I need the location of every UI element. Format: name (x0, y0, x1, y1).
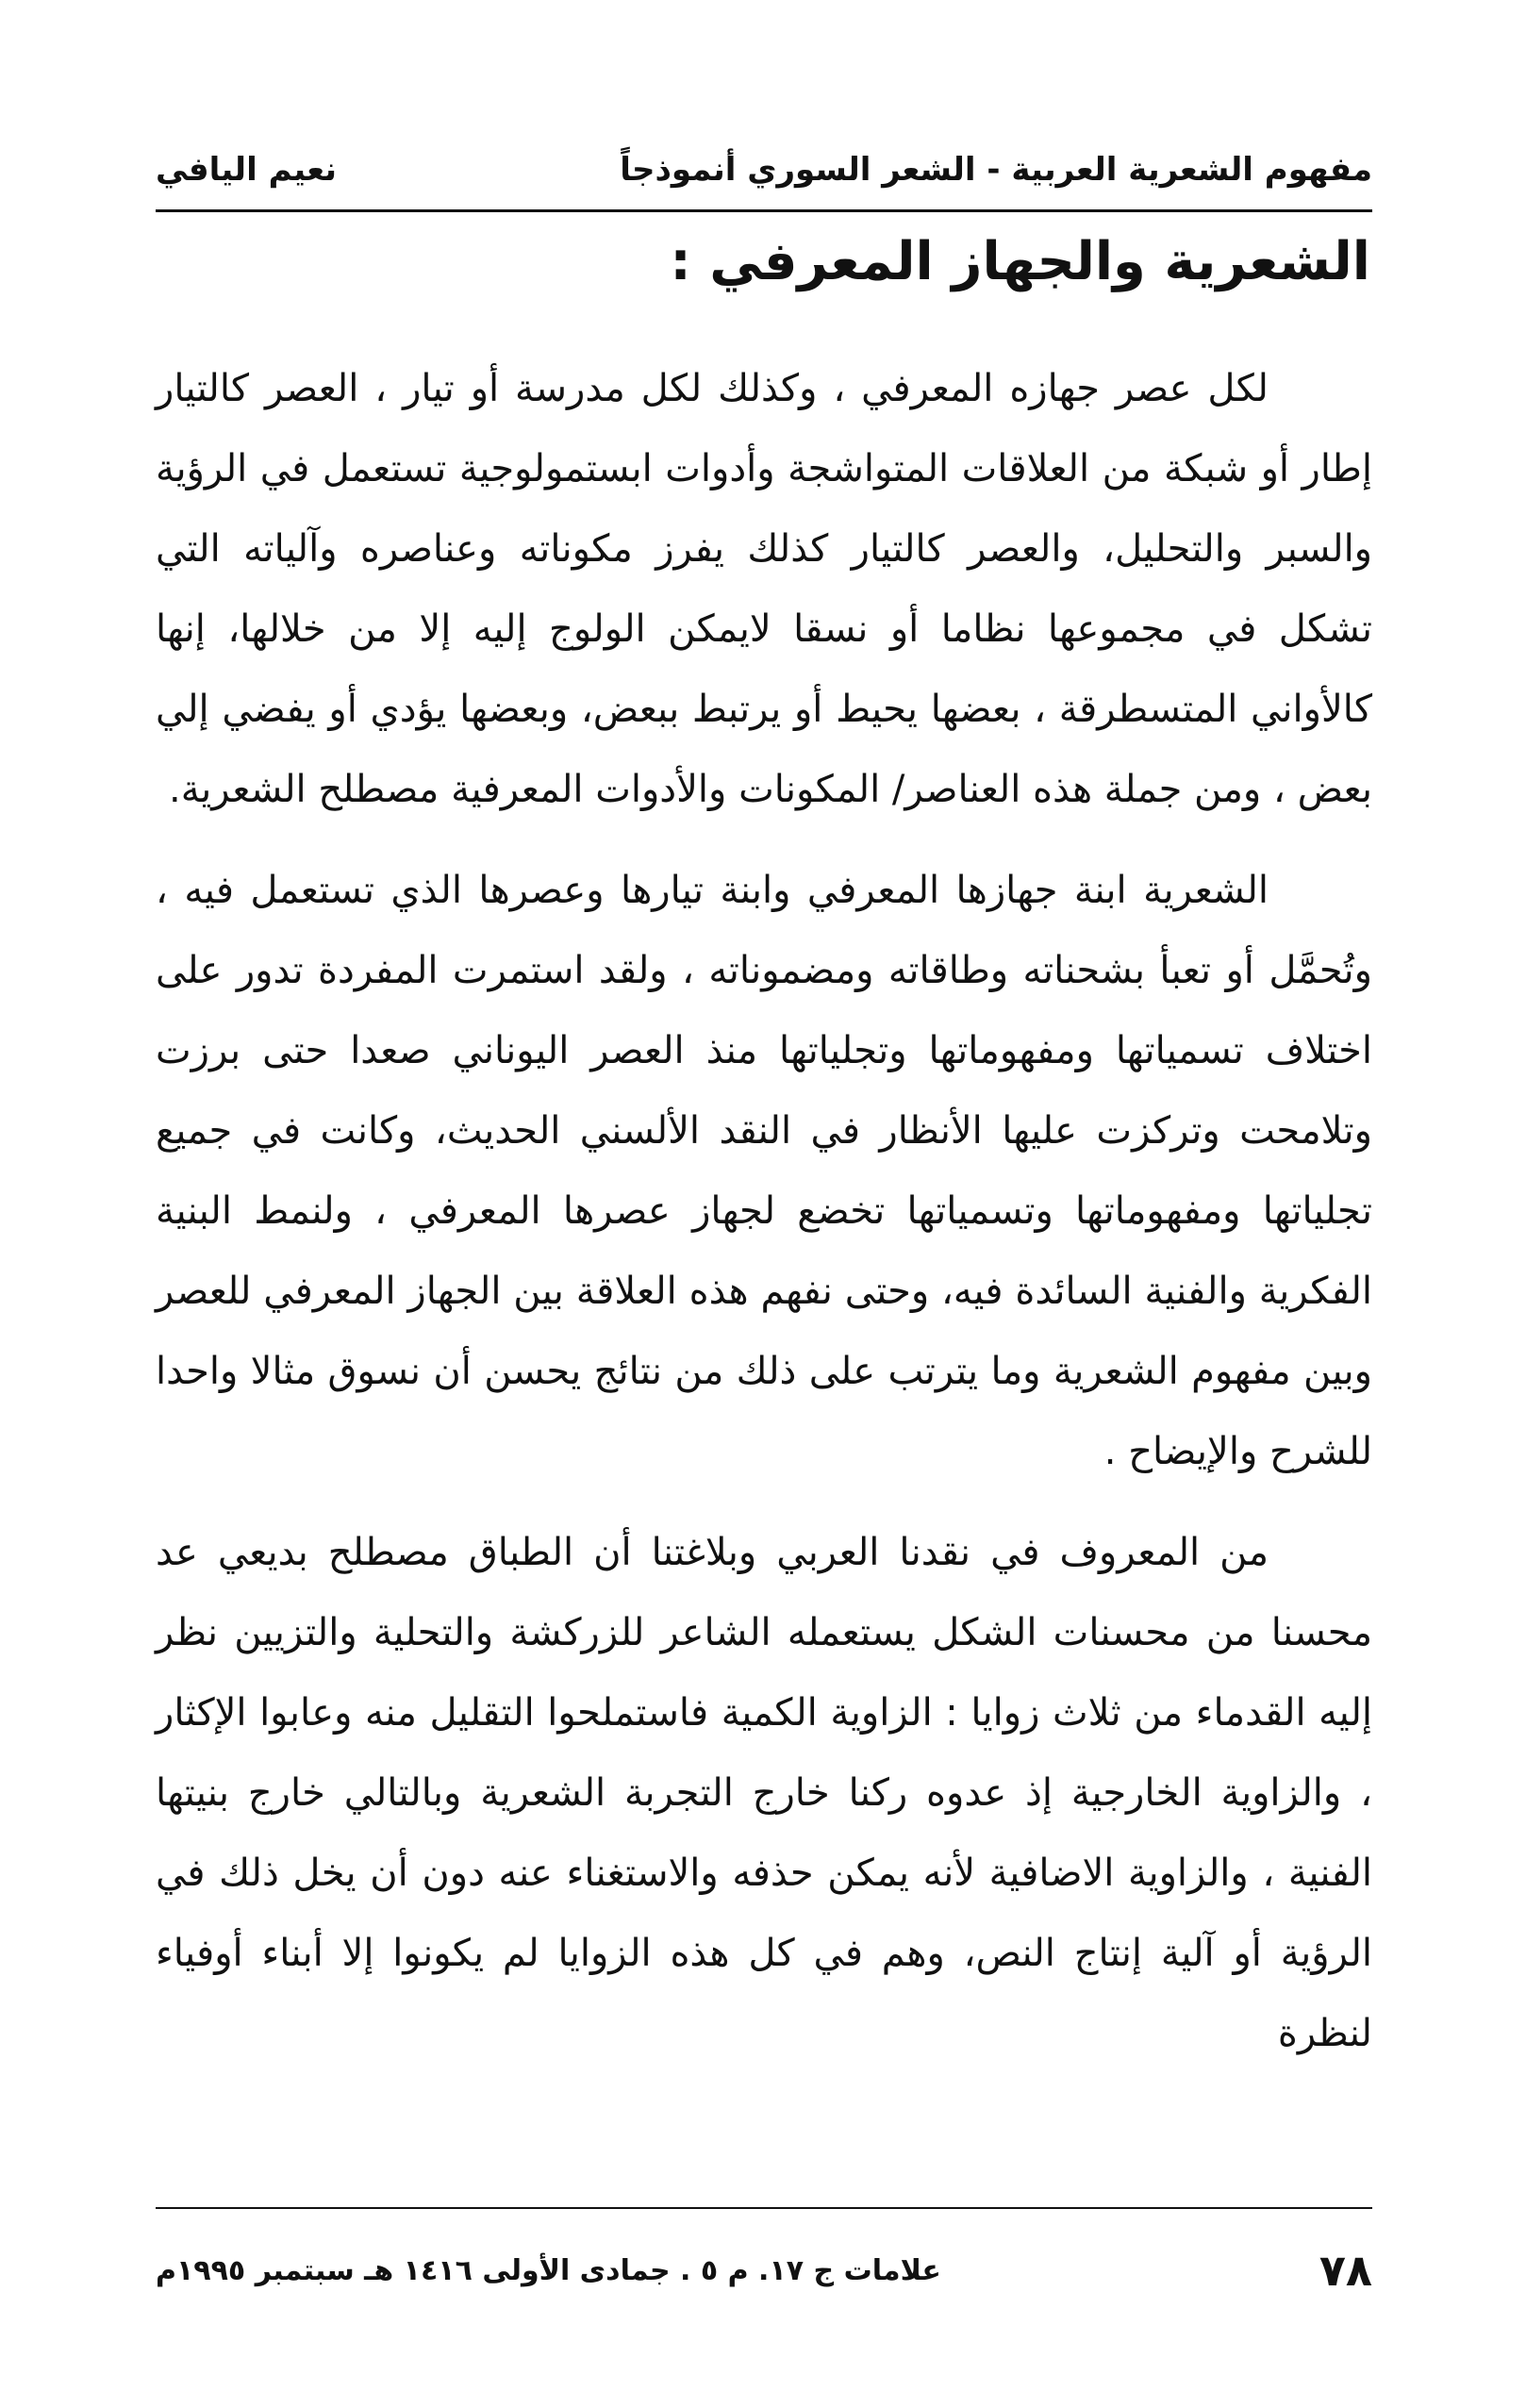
page-number: ٧٨ (1319, 2245, 1372, 2296)
section-title: الشعرية والجهاز المعرفي : (670, 231, 1370, 292)
header-author: نعيم اليافي (156, 151, 338, 189)
header-divider (156, 209, 1372, 212)
paragraph: الشعرية ابنة جهازها المعرفي وابنة تيارها وعصرها الذي تستعمل فيه ، وتُحمَّل أو تعبأ بشحناته وطاقاته ومضموناته ، ولقد استمرت المفردة تدور على اختلاف تسمياتها ومفهوماتها وتجلياتها منذ العصر اليوناني صعدا حتى برزت وتلامحت وتركزت عليها الأنظار في النقد الألسني الحديث، وكانت في جميع تجلياتها ومفهوماتها وتسمياتها تخضع لجهاز عصرها المعرفي ، ولنمط البنية الفكرية والفنية السائدة فيه، وحتى نفهم هذه العلاقة بين الجهاز المعرفي للعصر وبين مفهوم الشعرية وما يترتب على ذلك من نتائج يحسن أن نسوق مثالا واحدا للشرح والإيضاح . (156, 869, 1372, 1473)
footer-divider (156, 2207, 1372, 2209)
running-footer (156, 2237, 1372, 2303)
issue-info: علامات ج ١٧. م ٥ . جمادى الأولى ١٤١٦ هـ سبتمبر ١٩٩٥م (156, 2253, 941, 2287)
paragraph: لكل عصر جهازه المعرفي ، وكذلك لكل مدرسة أو تيار ، العصر كالتيار إطار أو شبكة من العلاقات المتواشجة وأدوات ابستمولوجية تستعمل في الرؤية والسبر والتحليل، والعصر كالتيار كذلك يفرز مكوناته وعناصره وآلياته التي تشكل في مجموعها نظاما أو نسقا لايمكن الولوج إليه إلا من خلالها، إنها كالأواني المتسطرقة ، بعضها يحيط أو يرتبط ببعض، وبعضها يؤدي أو يفضي إلي بعض ، ومن جملة هذه العناصر/ المكونات والأدوات المعرفية مصطلح الشعرية. (156, 367, 1372, 811)
body-text (156, 349, 1372, 2095)
header-title: مفهوم الشعرية العربية - الشعر السوري أنموذجاً (620, 151, 1372, 189)
paragraph: من المعروف في نقدنا العربي وبلاغتنا أن الطباق مصطلح بديعي عد محسنا من محسنات الشكل يستعمله الشاعر للزركشة والتحلية والتزيين نظر إليه القدماء من ثلاث زوايا : الزاوية الكمية فاستملحوا التقليل منه وعابوا الإكثار ، والزاوية الخارجية إذ عدوه ركنا خارج التجربة الشعرية وبالتالي خارج بنيتها الفنية ، والزاوية الاضافية لأنه يمكن حذفه والاستغناء عنه دون أن يخل ذلك في الرؤية أو آلية إنتاج النص، وهم في كل هذه الزوايا لم يكونوا إلا أبناء أوفياء لنظرة (156, 1531, 1372, 2055)
running-header (156, 141, 1372, 198)
